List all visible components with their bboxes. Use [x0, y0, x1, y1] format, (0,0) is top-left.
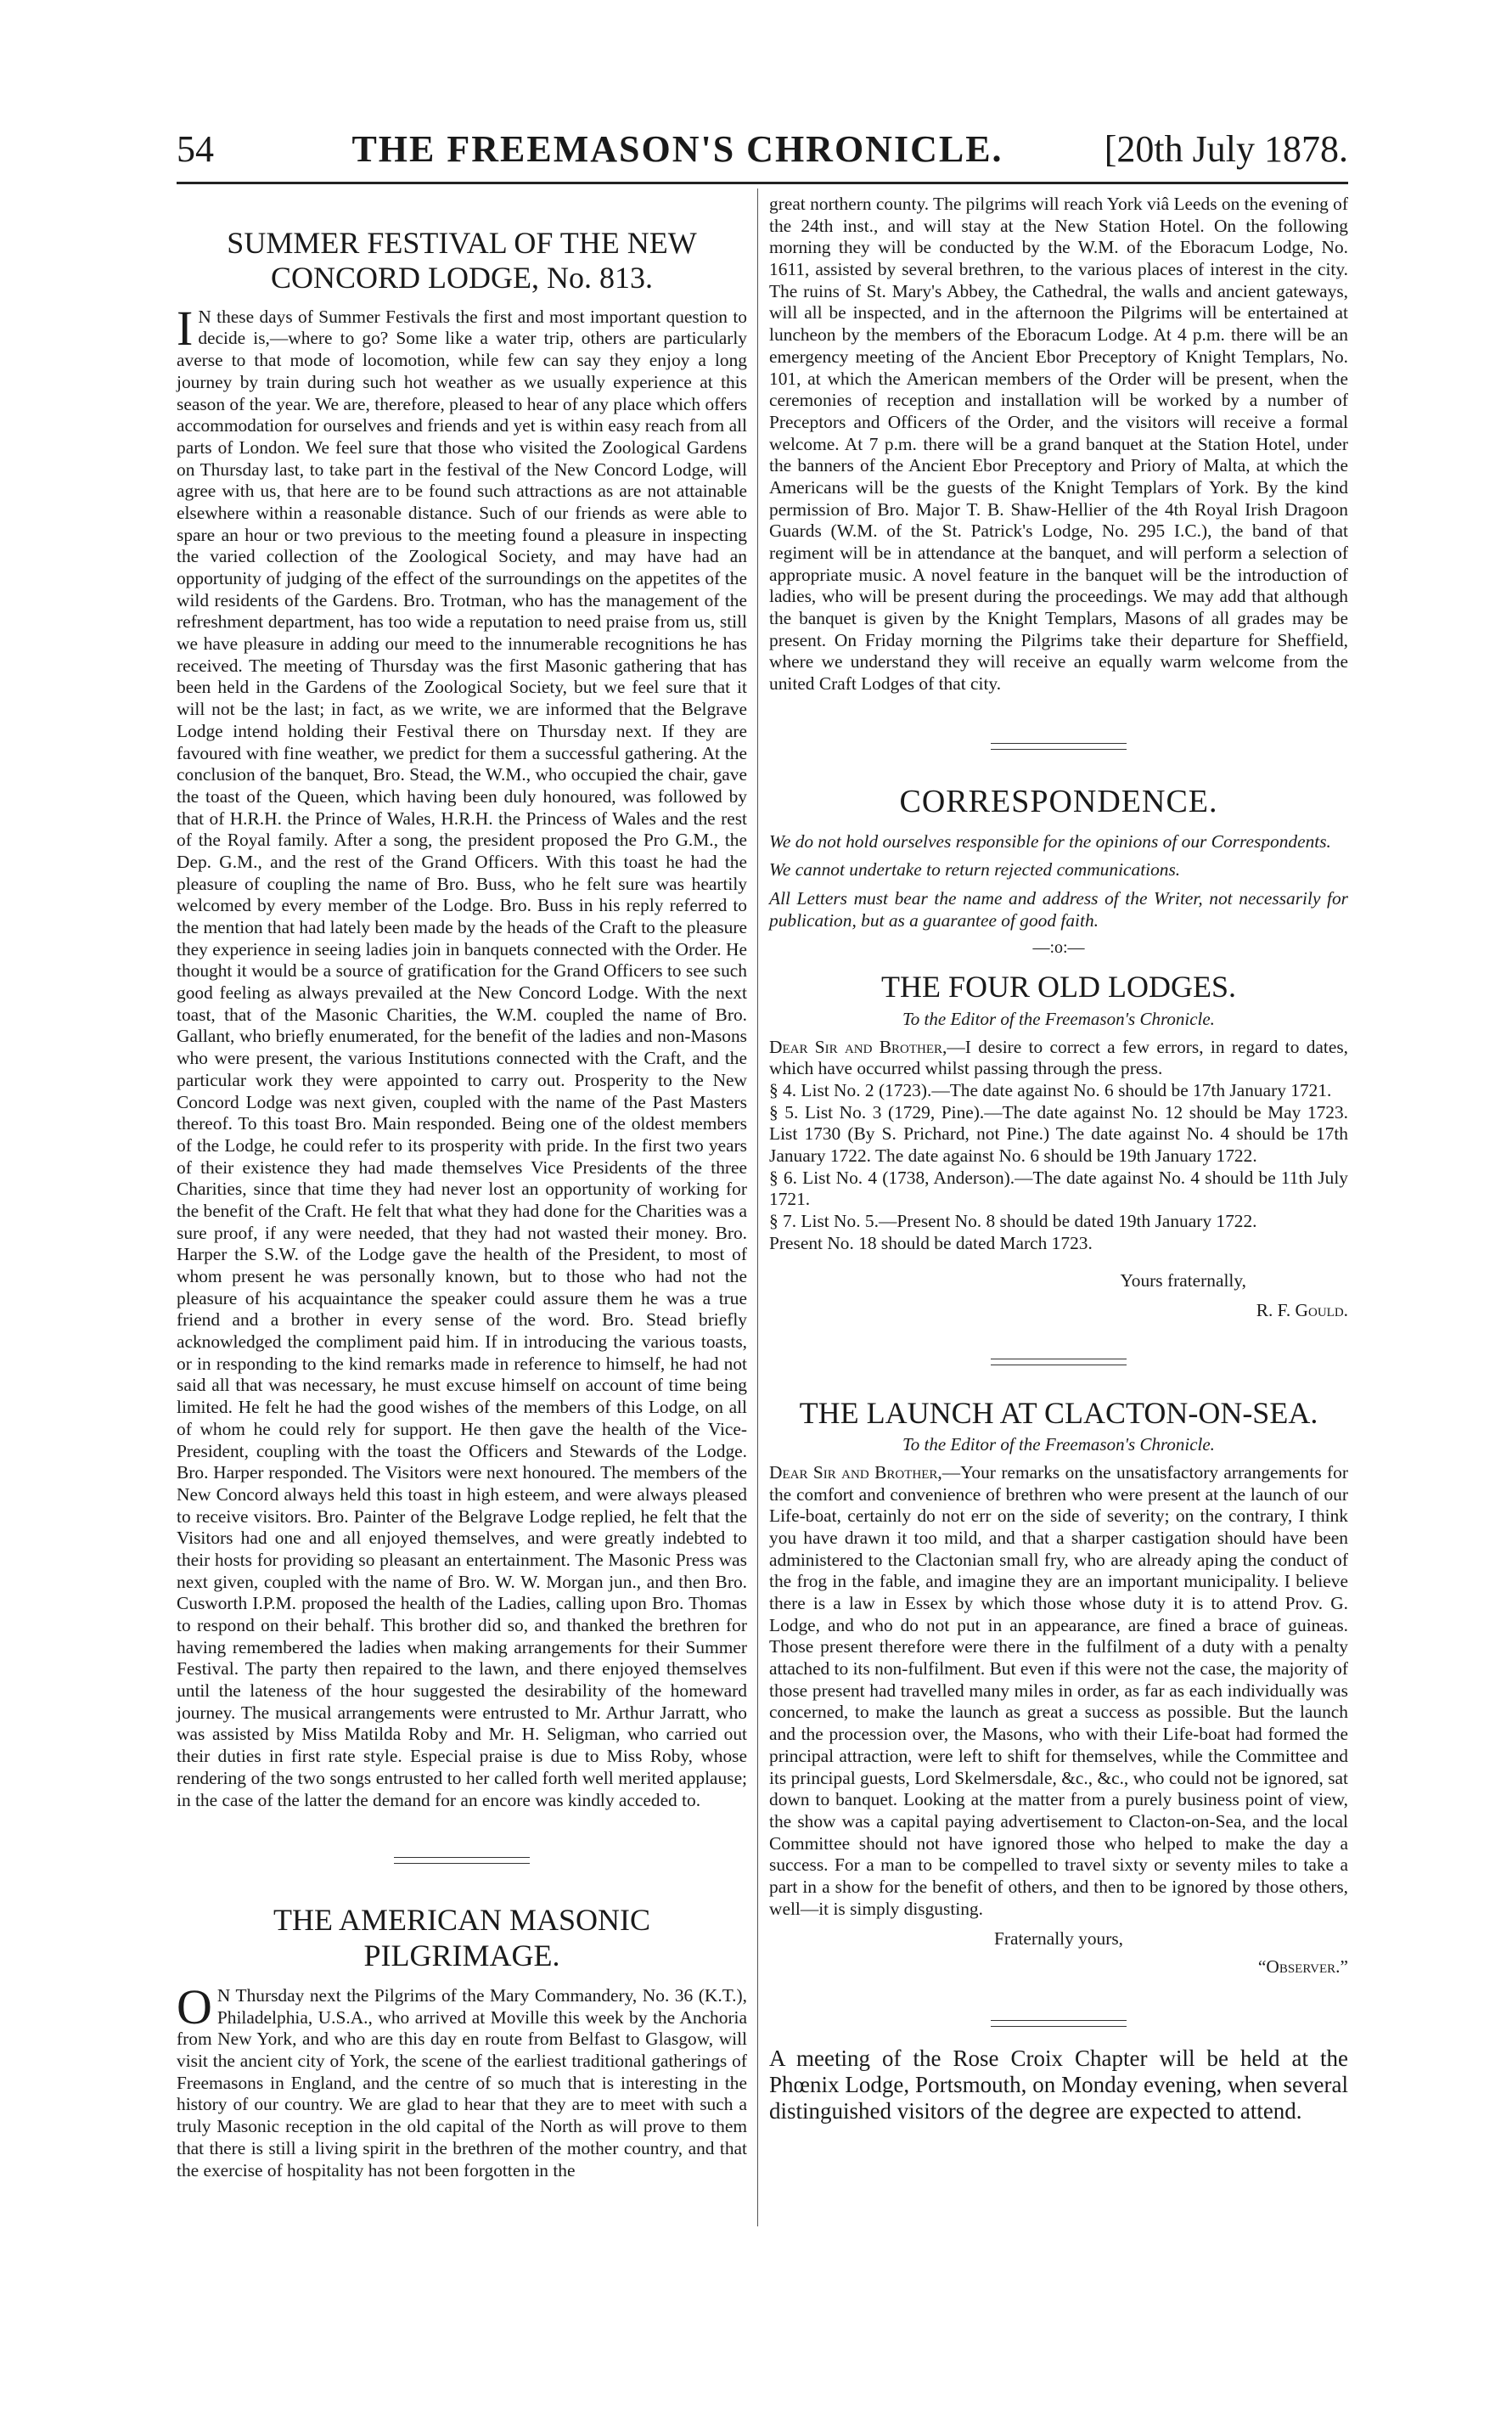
pilgrimage-heading: THE AMERICAN MASONIC PILGRIMAGE.: [273, 1903, 651, 1972]
correspondence-note-rejected: We cannot undertake to return rejected communications.: [769, 859, 1181, 881]
launch-salutation: Dear Sir and Brother,: [769, 1461, 942, 1483]
lodges-closing: Yours fraternally,: [1120, 1269, 1246, 1291]
publication-title: THE FREEMASON'S CHRONICLE.: [351, 128, 1003, 170]
page-number: 54: [177, 128, 214, 170]
launch-closing: Fraternally yours,: [993, 1928, 1124, 1950]
festival-article: [177, 300, 747, 1811]
launch-letter: [769, 1462, 1348, 1920]
correspondence-note-letters: All Letters must bear the name and address of the Writer, not necessarily for publication, but as a guarantee of good faith.: [769, 887, 1348, 931]
festival-dropcap: I: [177, 300, 194, 356]
correspondence-separator: —:o:—: [1032, 938, 1085, 958]
launch-to-editor: To the Editor of the Freemason's Chronicle.: [902, 1433, 1215, 1455]
masthead: [177, 127, 1348, 175]
pilgrimage-article: [177, 1979, 747, 2181]
left-column: [177, 194, 747, 2181]
rose-croix-notice: A meeting of the Rose Croix Chapter will be held at the Phœnix Lodge, Portsmouth, on Monday evening, when several distinguished visitors of the degree are expected to attend.: [769, 2046, 1348, 2124]
right-column: [769, 194, 1348, 2124]
lodges-item-18: Present No. 18 should be dated March 1723.: [769, 1232, 1093, 1253]
lodges-salutation: Dear Sir and Brother,: [769, 1036, 947, 1057]
lodges-letter: [769, 1037, 1348, 1255]
section-rule: [991, 2020, 1127, 2027]
launch-signature: “Observer.”: [1257, 1956, 1348, 1978]
lodges-intro: —I desire to correct a few errors, in regard to dates, which have occurred whilst passing through the press.: [769, 1036, 1349, 1079]
festival-heading: SUMMER FESTIVAL OF THE NEW CONCORD LODGE, No. 813.: [227, 226, 697, 295]
masthead-rule: [177, 182, 1348, 184]
pilgrimage-dropcap: O: [177, 1979, 212, 2034]
launch-body: —Your remarks on the unsatisfactory arrangements for the comfort and convenience of brethren who were present at the launch of our Life-boat, certainly do not err on the side of severity; on the contrary, I think you have drawn it too mild, and that a sharper castigation should have been administered to the Clactonian small fry, who are already aping the conduct of the frog in the fable, and imagine they are an important municipality. I believe there is a law in Essex by which those whose duty it is to attend Prov. G. Lodge, and who do not put in an appearance, are fined a brace of guineas. Those present therefore were there in the fulfilment of a duty with a penalty attached to its non-fulfilment. But even if this were not the case, the majority of those present had travelled many miles in order, as far as each individually was concerned, to make the launch as great a success as possible. But the launch and the procession over, the Masons, who with their Life-boat had formed the principal attraction, were left to shift for themselves, while the Committee and its principal guests, Lord Skelmersdale, &c., &c., who could not be ignored, sat down to banquet. Looking at the matter from a purely business point of view, the show was a capital paying advertisement to Clacton-on-Sea, and the local Committee should not have ignored those who helped to make the day a success. For a man to be compelled to travel sixty or seventy miles to take a part in a show for the benefit of others, and then to be ignored by those others, well—it is simply disgusting.: [769, 1461, 1349, 1919]
section-rule: [991, 743, 1127, 750]
section-rule: [394, 1857, 530, 1864]
pilgrimage-continued: great northern county. The pilgrims will reach York viâ Leeds on the evening of the 24th inst., and will stay at the New Station Hotel. On the following morning they will be conducted by the W.M. of the Eboracum Lodge, No. 1611, assisted by several brethren, to the various places of interest in the city. The ruins of St. Mary's Abbey, the Cathedral, the walls and ancient gateways, will all be inspected, and in the afternoon the Pilgrims will be entertained at luncheon by the members of the Eboracum Lodge. At 4 p.m. there will be an emergency meeting of the Ancient Ebor Preceptory of Knight Templars, No. 101, at which the American members of the Order will be present, when the ceremonies of reception and installation will be worked by a number of Preceptors and Officers of the Order, and the visitors will receive a formal welcome. At 7 p.m. there will be a grand banquet at the Station Hotel, under the banners of the Ancient Ebor Preceptory and Priory of Malta, at which the Americans will be the guests of the Knight Templars of York. By the kind permission of Bro. Major T. B. Shaw-Hellier of the 4th Royal Irish Dragoon Guards (W.M. of the St. Patrick's Lodge, No. 295 I.C.), the band of that regiment will be in attendance at the banquet, and will perform a selection of appropriate music. A novel feature in the banquet will be the introduction of ladies, who will be present during the proceedings. We may add that although the banquet is given by the Knight Templars, Masons of all grades may be present. On Friday morning the Pilgrims take their departure for Sheffield, where we understand they will receive an equally warm welcome from the united Craft Lodges of that city.: [769, 194, 1348, 695]
section-rule: [991, 1359, 1127, 1365]
column-divider: [757, 189, 758, 2226]
lodges-item-4: § 4. List No. 2 (1723).—The date against No. 6 should be 17th January 1721.: [769, 1080, 1332, 1101]
lodges-to-editor: To the Editor of the Freemason's Chronicle.: [902, 1008, 1215, 1029]
lodges-signature: R. F. Gould.: [1256, 1299, 1348, 1320]
lodges-item-5: § 5. List No. 3 (1729, Pine).—The date against No. 12 should be May 1723. List 1730 (By S. Prichard, not Pine.) The date against No. 4 should be 17th January 1722. The date against No. 6 should be 19th January 1722.: [769, 1101, 1348, 1167]
pilgrimage-body: N Thursday next the Pilgrims of the Mary Commandery, No. 36 (K.T.), Philadelphia, U.S.A., who arrived at Moville this week by the Anchoria from New York, and who are this day en route from Belfast to Glasgow, will visit the ancient city of York, the scene of the earliest traditional gatherings of Freemasons in England, and the centre of so much that is interesting in the history of our country. We are glad to hear that they are to meet with such a truly Masonic reception in the old capital of the North as will prove to them that there is still a living spirit in the brethren of the mother country, and that the exercise of hospitality has not been forgotten in the: [177, 1985, 747, 2181]
lodges-item-7: § 7. List No. 5.—Present No. 8 should be dated 19th January 1722.: [769, 1211, 1257, 1232]
correspondence-heading: CORRESPONDENCE.: [899, 783, 1218, 819]
issue-date: [20th July 1878.: [1104, 128, 1348, 170]
correspondence-note-opinions: We do not hold ourselves responsible for the opinions of our Correspondents.: [769, 830, 1331, 852]
lodges-item-6: § 6. List No. 4 (1738, Anderson).—The date against No. 4 should be 11th July 1721.: [769, 1167, 1348, 1210]
launch-heading: THE LAUNCH AT CLACTON-ON-SEA.: [799, 1395, 1318, 1430]
lodges-heading: THE FOUR OLD LODGES.: [881, 970, 1236, 1004]
festival-body: N these days of Summer Festivals the first and most important question to decide is,—where to go? Some like a water trip, others are particularly averse to that mode of locomotion, while few can say they enjoy a long journey by train during such hot weather as we usually experience at this season of the year. We are, therefore, pleased to hear of any place which offers accommodation for ourselves and friends and yet is within easy reach from all parts of London. We feel sure that those who visited the Zoological Gardens on Thursday last, to take part in the festival of the New Concord Lodge, will agree with us, that here are to be found such attractions as are not attainable elsewhere within a reasonable distance. Such of our friends as were able to spare an hour or two previous to the meeting found a pleasure in inspecting the varied collection of the Zoological Society, and may have had an opportunity of judging of the effect of the surroundings on the appetites of the wild residents of the Gardens. Bro. Trotman, who has the management of the refreshment department, has too wide a reputation to need praise from us, still we have pleasure in adding our meed to the innumerable recognitions he has received. The meeting of Thursday was the first Masonic gathering that has been held in the Gardens of the Zoological Society, but we feel sure that it will not be the last; in fact, as we write, we are informed that the Belgrave Lodge intend holding their Festival there on Thursday next. If they are favoured with fine weather, we predict for them a successful gathering. At the conclusion of the banquet, Bro. Stead, the W.M., who occupied the chair, gave the toast of the Queen, which having been duly honoured, was followed by that of H.R.H. the Prince of Wales, H.R.H. the Princess of Wales and the rest of the Royal family. After a song, the president proposed the Pro G.M., the Dep. G.M., and the rest of the Grand Officers. With this toast he had the pleasure of coupling the name of Bro. Buss, who he felt sure was heartily welcomed by every member of the Lodge. Bro. Buss in his reply referred to the mention that had lately been made by the heads of the Craft to the pleasure they experience in seeing ladies join in banquets connected with the Order. He thought it would be a source of gratification for the Grand Officers to see such good feeling as always prevailed at the New Concord Lodge. With the next toast, that of the Masonic Charities, the W.M. coupled the name of Bro. Gallant, who briefly enumerated, for the benefit of the ladies and non-Masons who were present, the various Institutions connected with the Craft, and the particular work they were appointed to carry out. Prosperity to the New Concord Lodge was next given, coupled with the name of the Past Masters thereof. To this toast Bro. Main responded. Being one of the oldest members of the Lodge, he could refer to its prosperity with pride. In the first two years of their existence they had made themselves Vice Presidents of the three Charities, since that time they had never lost an opportunity of working for the benefit of the Craft. He felt that what they had done for the Charities was a sure proof, if any were needed, that they had not wasted their money. Bro. Harper the S.W. of the Lodge gave the health of the President, to most of whom present he was personally known, but to those who had not the pleasure of his acquaintance the speaker could assure them he was a true friend and a brother in every sense of the word. Bro. Stead briefly acknowledged the compliment paid him. If in introducing the various toasts, or in responding to the kind remarks made in reference to himself, he had not said all that was necessary, he must excuse himself on account of time being limited. He felt he had the good wishes of the members of this Lodge, on all of whom he could rely for support. He then gave the health of the Vice-President, coupling with the toast the Officers and Stewards of the Lodge. Bro. Harper responded. The Visitors were next honoured. The members of the New Concord always held this toast in high esteem, and were always pleased to receive visitors. Bro. Painter of the Belgrave Lodge replied, he felt that the Visitors had one and all enjoyed themselves, and were greatly indebted to their hosts for providing so pleasant an entertainment. The Masonic Press was next given, coupled with the name of Bro. W. W. Morgan jun., and then Bro. Cusworth I.P.M. proposed the health of the Ladies, calling upon Bro. Thomas to respond on their behalf. This brother did so, and thanked the brethren for having remembered the ladies when making arrangements for their Summer Festival. The party then repaired to the lawn, and there enjoyed themselves until the lateness of the hour suggested the desirability of the homeward journey. The musical arrangements were entrusted to Mr. Arthur Jarratt, who was assisted by Miss Matilda Roby and Mr. H. Seligman, who carried out their duties in first rate style. Especial praise is due to Miss Roby, whose rendering of the two songs entrusted to her called forth well merited applause; in the case of the latter the demand for an encore was kindly acceded to.: [177, 306, 747, 1810]
